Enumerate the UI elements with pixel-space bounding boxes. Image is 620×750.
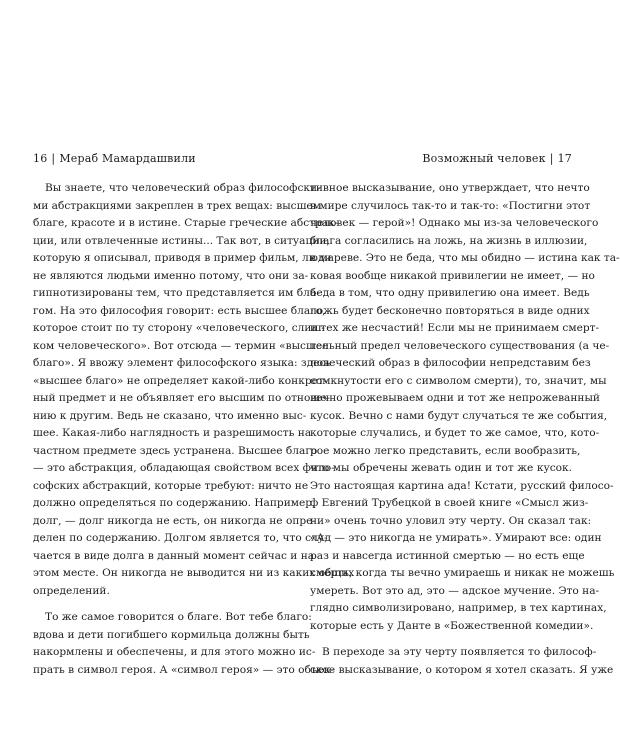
text-line: ми абстракциями закреплен в трех вещах: высшем <box>33 199 321 212</box>
text-line: ком человеческого». Вот отсюда — термин «высшее <box>33 339 329 352</box>
text-line: прать в символ героя. А «символ героя» — это объек- <box>33 663 335 676</box>
text-line: кусок. Вечно с нами будут случаться те же события, <box>310 409 608 422</box>
text-line: которое стоит по ту сторону «человеческого, слиш- <box>33 322 325 334</box>
text-line: накормлены и обеспечены, и для этого можно ис- <box>33 646 316 658</box>
left-page-number: 16 <box>33 152 48 165</box>
text-line: тивное высказывание, оно утверждает, что нечто <box>310 182 590 194</box>
text-line: благо». Я ввожу элемент философского языка: здесь <box>33 357 332 369</box>
text-line: определений. <box>33 584 110 597</box>
text-line: ложь будет бесконечно повторяться в виде одних <box>310 304 590 317</box>
text-line: ции, или отвлеченные истины... Так вот, в ситуации, <box>33 234 330 247</box>
text-line: нию к другим. Ведь не сказано, что именно выс- <box>33 409 307 422</box>
text-line: беда в том, что одну привилегию она имеет. Ведь <box>310 287 590 299</box>
text-line: чается в виде долга в данный момент сейчас и на <box>33 549 315 562</box>
text-line: которые есть у Данте в «Божественной комедии». <box>310 619 594 632</box>
paragraph <box>33 609 335 679</box>
text-line: вдова и дети погибшего кормильца должны быть <box>33 628 310 641</box>
left-running-head <box>33 152 295 168</box>
text-line: которые случались, и будет то же самое, что, кото- <box>310 427 600 439</box>
text-line: долг, — долг никогда не есть, он никогда не опре- <box>33 514 317 527</box>
text-line: В переходе за эту черту появляется то философ- <box>322 646 597 658</box>
text-line: блага согласились на ложь, на жизнь в иллюзии, <box>310 234 588 247</box>
text-line: сомкнутости его с символом смерти), то, значит, мы <box>310 374 607 387</box>
text-line: ское высказывание, о котором я хотел сказать. Я уже <box>310 663 614 676</box>
text-line: То же самое говорится о благе. Вот тебе благо: <box>45 611 312 623</box>
text-line: не являются людьми именно потому, что они за- <box>33 269 309 282</box>
text-line: делен по содержанию. Долгом является то, что слу- <box>33 532 328 544</box>
paragraph <box>310 180 620 635</box>
left-body-text <box>33 180 355 679</box>
text-line: ковая вообще никакой привилегии не имеет, — но <box>310 269 595 282</box>
text-line: в мареве. Это не беда, что мы обидно — истина как та- <box>310 252 620 264</box>
text-line: этом месте. Он никогда не выводится ни из каких общих <box>33 567 355 579</box>
right-body-text <box>310 180 620 679</box>
paragraph <box>310 644 614 679</box>
text-line: «Ад — это никогда не умирать». Умирают все: один <box>310 532 602 544</box>
text-line: шее. Какая-либо наглядность и разрешимость на <box>33 427 312 439</box>
text-line: — это абстракция, обладающая свойством всех фило- <box>33 462 335 474</box>
text-line: Это настоящая картина ада! Кстати, русский филосо- <box>310 479 614 492</box>
text-line: Вы знаете, что человеческий образ философски- <box>45 182 321 194</box>
text-line: вечно прожевываем одни и тот же непрожеванный <box>310 392 600 404</box>
left-header-separator: | <box>51 152 56 165</box>
right-running-head <box>310 152 572 168</box>
text-line: ловеческий образ в философии непредставим без <box>310 357 591 369</box>
left-page <box>33 152 355 679</box>
text-line: раз и навсегда истинной смертью — но есть еще <box>310 549 585 562</box>
text-line: софских абстракций, которые требуют: ничто не <box>33 479 309 492</box>
text-line: в мире случилось так-то и так-то: «Постигни этот <box>310 199 591 212</box>
text-line: благе, красоте и в истине. Старые греческие абстрак- <box>33 217 339 229</box>
text-line: что мы обречены жевать один и тот же кусок. <box>310 462 572 474</box>
text-line: смерть, когда ты вечно умираешь и никак не можешь <box>310 567 615 579</box>
text-line: умереть. Вот это ад, это — адское мучение. Это на- <box>310 584 600 597</box>
text-line: гипнотизированы тем, что представляется им бла- <box>33 287 320 299</box>
text-line: ный предмет и не объявляет его высшим по отноше- <box>33 392 331 404</box>
right-page <box>310 152 620 679</box>
text-line: человек — герой»! Однако мы из-за человеческого <box>310 217 599 229</box>
right-header-separator: | <box>549 152 554 165</box>
chapter-title: Возможный человек <box>422 152 546 165</box>
text-line: которую я описывал, приводя в пример фильм, люди <box>33 252 332 264</box>
text-line: гом. На это философия говорит: есть высшее благо, <box>33 304 326 317</box>
text-line: «высшее благо» не определяет какой-либо конкрет- <box>33 374 328 387</box>
text-line: тельный предел человеческого существования (а че- <box>310 339 610 352</box>
author-name: Мераб Мамардашвили <box>59 152 196 165</box>
text-line: частном предмете здесь устранена. Высшее благо <box>33 444 318 457</box>
text-line: ни» очень точно уловил эту черту. Он сказал так: <box>310 514 592 527</box>
text-line: глядно символизировано, например, в тех картинах, <box>310 602 607 614</box>
paragraph <box>33 180 355 600</box>
text-line: ф Евгений Трубецкой в своей книге «Смысл жиз- <box>310 497 589 509</box>
text-line: рое можно легко представить, если вообразить, <box>310 444 581 457</box>
text-line: и тех же несчастий! Если мы не принимаем смерт- <box>310 322 600 334</box>
right-page-number: 17 <box>557 152 572 165</box>
text-line: должно определяться по содержанию. Например, <box>33 497 316 509</box>
